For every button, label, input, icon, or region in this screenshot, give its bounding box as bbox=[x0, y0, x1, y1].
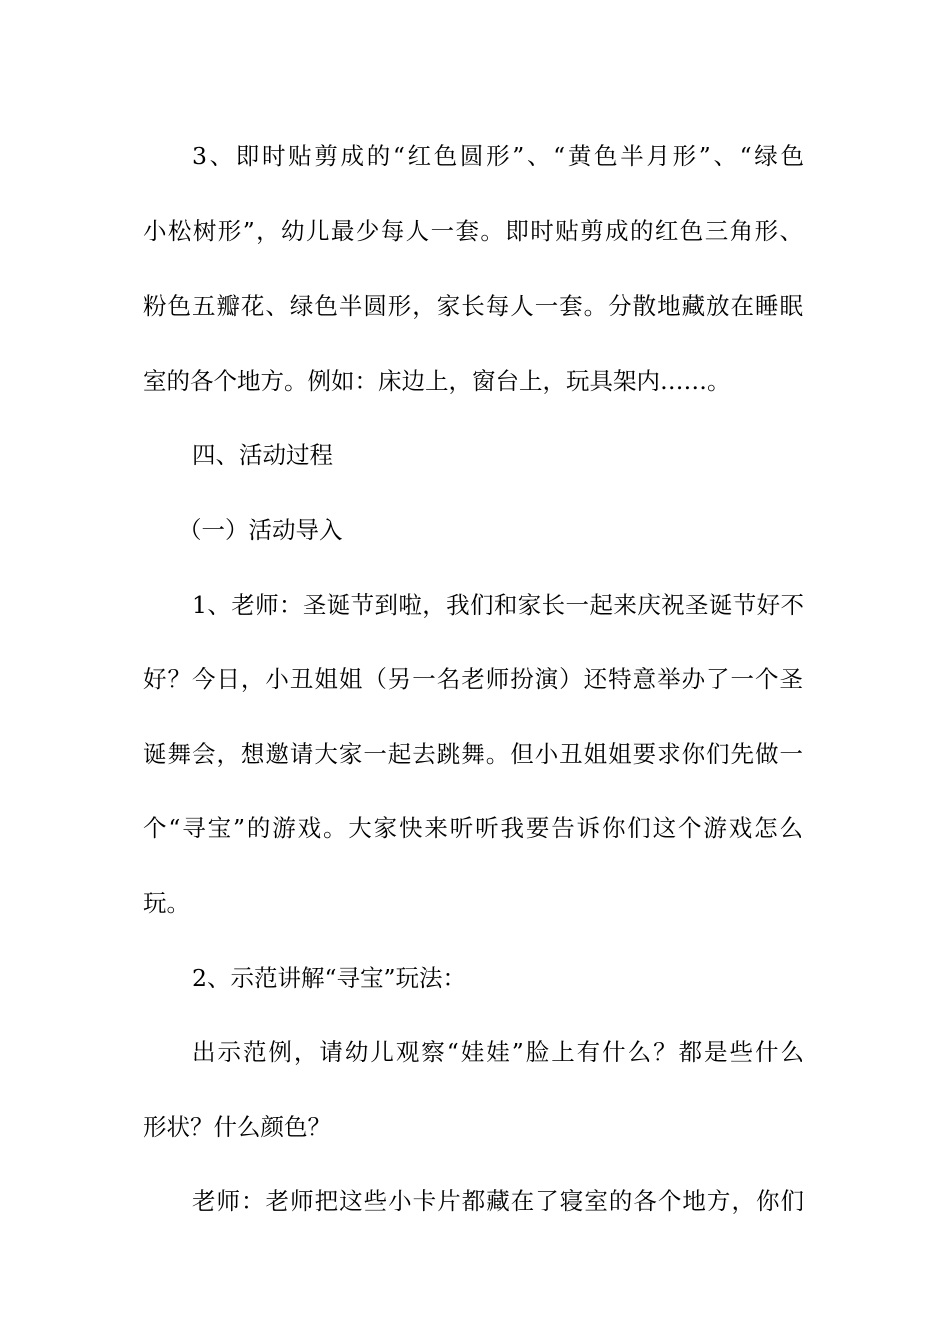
paragraph-line: 好？今日，小丑姐姐（另一名老师扮演）还特意举办了一个圣 bbox=[143, 665, 803, 693]
paragraph-line: 2、示范讲解“寻宝”玩法： bbox=[192, 964, 466, 992]
paragraph-line: 粉色五瓣花、绿色半圆形，家长每人一套。分散地藏放在睡眠 bbox=[143, 292, 803, 320]
subsection-heading: （一）活动导入 bbox=[178, 516, 343, 544]
paragraph-line: 小松树形”，幼儿最少每人一套。即时贴剪成的红色三角形、 bbox=[143, 217, 803, 245]
paragraph-line: 老师：老师把这些小卡片都藏在了寝室的各个地方，你们 bbox=[192, 1187, 804, 1215]
paragraph-line: 形状？什么颜色？ bbox=[143, 1113, 331, 1141]
paragraph-line: 1、老师：圣诞节到啦，我们和家长一起来庆祝圣诞节好不 bbox=[192, 591, 804, 619]
section-heading: 四、活动过程 bbox=[192, 441, 333, 469]
paragraph-line: 3、即时贴剪成的“红色圆形”、“黄色半月形”、“绿色 bbox=[192, 142, 804, 170]
paragraph-line: 诞舞会，想邀请大家一起去跳舞。但小丑姐姐要求你们先做一 bbox=[143, 740, 803, 768]
paragraph-line: 玩。 bbox=[143, 889, 190, 917]
paragraph-line: 个“寻宝”的游戏。大家快来听听我要告诉你们这个游戏怎么 bbox=[143, 814, 803, 842]
paragraph-line: 出示范例，请幼儿观察“娃娃”脸上有什么？都是些什么 bbox=[192, 1038, 804, 1066]
paragraph-line: 室的各个地方。例如：床边上，窗台上，玩具架内……。 bbox=[143, 367, 731, 395]
